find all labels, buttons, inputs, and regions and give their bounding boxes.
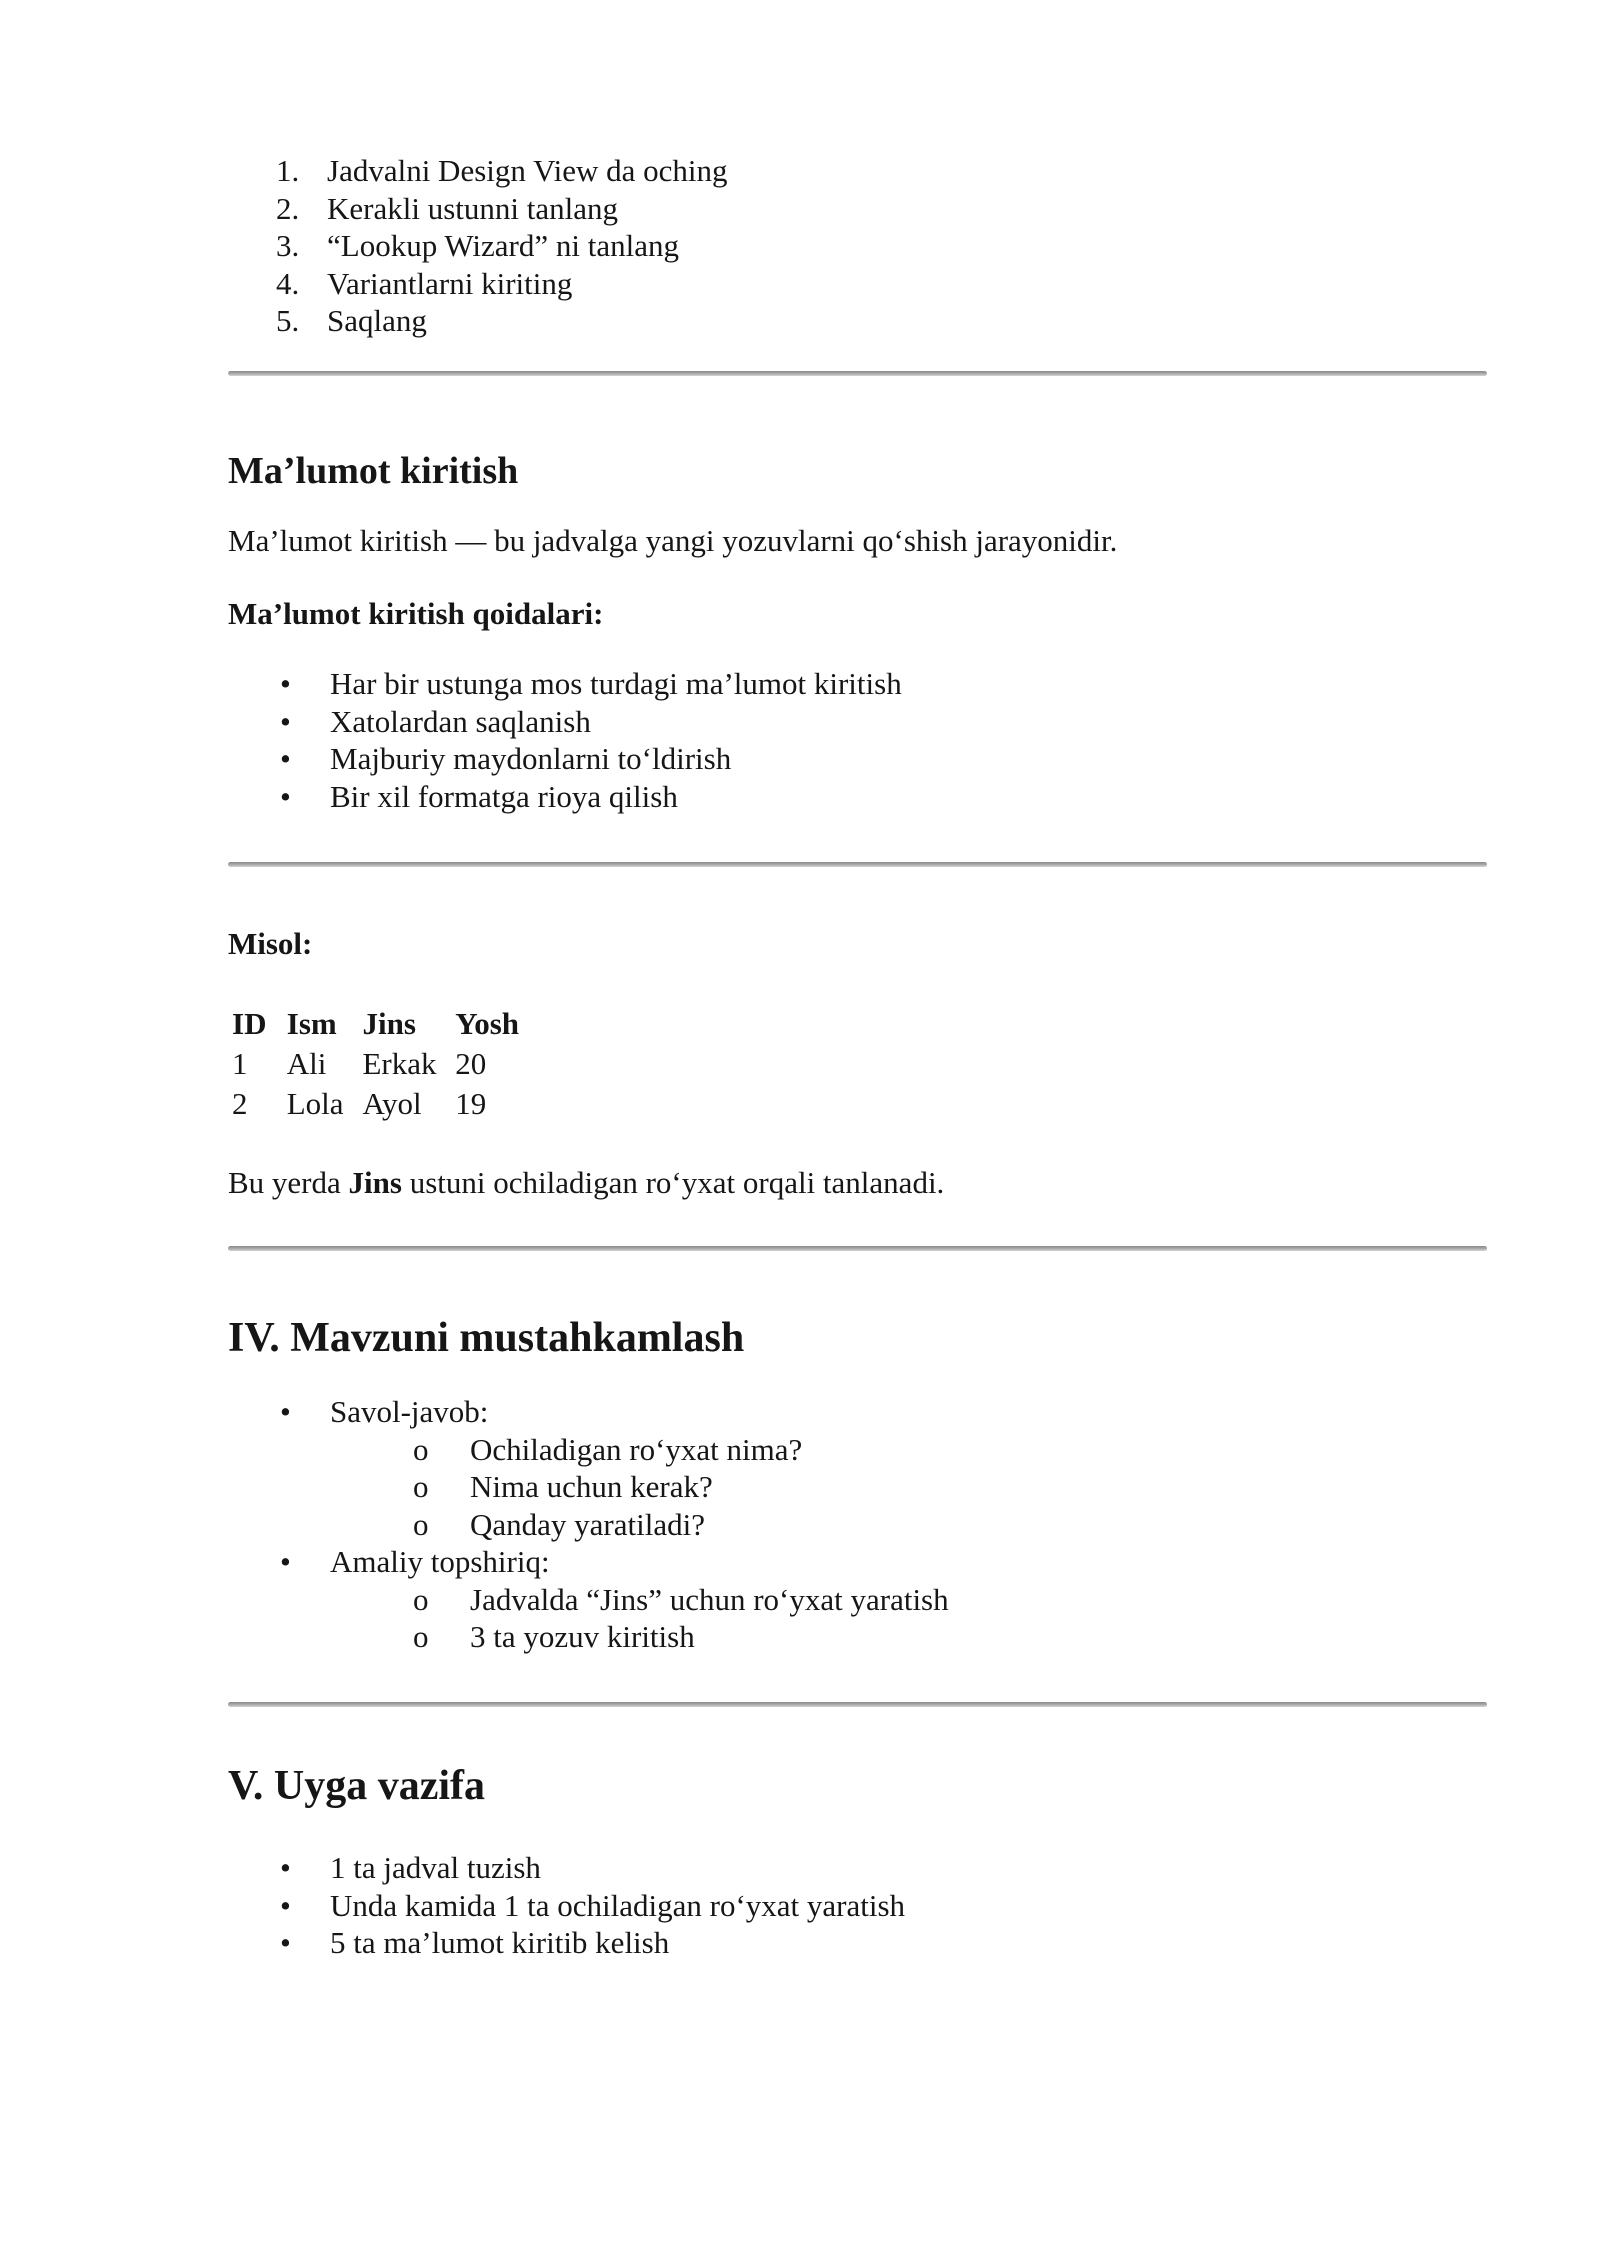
step-text: Jadvalni Design View da oching [327, 153, 728, 188]
note-suffix: ustuni ochiladigan ro‘yxat orqali tanlanadi. [401, 1165, 945, 1200]
step-item [228, 265, 1487, 303]
bullet-marker: • [280, 703, 291, 739]
table-header-cell: ID [232, 1006, 267, 1041]
rule-item [228, 703, 1487, 741]
mustahkamlash-heading: IV. Mavzuni mustahkamlash [228, 1315, 745, 1361]
table-cell: 1 [232, 1046, 248, 1081]
bullet-marker: • [280, 741, 291, 776]
sub-bullet-marker: o [413, 1431, 429, 1467]
step-text: Saqlang [327, 303, 427, 338]
topic-text: Amaliy topshiriq: [330, 1544, 550, 1579]
rule-text: Har bir ustunga mos turdagi ma’lumot kiritish [330, 666, 902, 701]
homework-list [228, 1849, 1487, 1962]
table-header-cell: Ism [286, 1006, 337, 1041]
rule-text: Bir xil formatga rioya qilish [330, 778, 678, 814]
rule-text: Majburiy maydonlarni to‘ldirish [330, 741, 732, 776]
bullet-marker: • [280, 666, 291, 701]
topic-item [228, 1543, 1487, 1581]
note-bold: Jins [348, 1165, 402, 1200]
section-divider [228, 862, 1487, 867]
topic-text: 3 ta yozuv kiritish [470, 1619, 695, 1654]
rules-list [228, 665, 1487, 815]
step-item [228, 302, 1487, 340]
bullet-marker: • [280, 1887, 291, 1923]
step-marker: 5. [276, 303, 300, 338]
section-divider [228, 1702, 1487, 1707]
step-item [228, 152, 1487, 190]
misol-heading: Misol: [228, 926, 313, 961]
misol-note [228, 1164, 1487, 1202]
homework-item [228, 1887, 1487, 1925]
table-row [228, 1044, 1487, 1084]
step-marker: 3. [276, 228, 300, 263]
bullet-marker: • [280, 1925, 291, 1960]
homework-item [228, 1849, 1487, 1887]
topic-item [228, 1393, 1487, 1431]
step-marker: 2. [276, 190, 300, 226]
table-cell: 20 [455, 1046, 487, 1081]
topic-sub-item [228, 1618, 1487, 1656]
malumot-heading: Ma’lumot kiritish [228, 450, 519, 492]
step-item [228, 190, 1487, 228]
rule-item [228, 778, 1487, 816]
rule-item [228, 665, 1487, 703]
sub-bullet-marker: o [413, 1506, 429, 1542]
homework-text: 1 ta jadval tuzish [330, 1850, 541, 1885]
table-header-row [228, 1004, 1487, 1044]
table-header-cell: Yosh [455, 1006, 520, 1041]
section-divider [228, 1246, 1487, 1251]
homework-text: Unda kamida 1 ta ochiladigan ro‘yxat yaratish [330, 1887, 906, 1923]
topic-sub-item [228, 1506, 1487, 1544]
sub-bullet-marker: o [413, 1619, 429, 1654]
table-row [228, 1084, 1487, 1124]
uyga-vazifa-heading: V. Uyga vazifa [228, 1763, 486, 1809]
homework-item [228, 1924, 1487, 1962]
sub-bullet-marker: o [413, 1581, 429, 1617]
topic-sub-item [228, 1468, 1487, 1506]
table-cell: Ayol [362, 1086, 422, 1121]
table-cell: Lola [286, 1086, 344, 1121]
bullet-marker: • [280, 1850, 291, 1885]
step-item [228, 227, 1487, 265]
step-text: “Lookup Wizard” ni tanlang [327, 228, 679, 263]
topic-sub-item [228, 1581, 1487, 1619]
bullet-marker: • [280, 1544, 291, 1579]
topic-text: Qanday yaratiladi? [470, 1506, 705, 1542]
topics-list [228, 1393, 1487, 1656]
table-cell: 19 [455, 1086, 487, 1121]
example-table [228, 1004, 1487, 1124]
topic-text: Jadvalda “Jins” uchun ro‘yxat yaratish [470, 1581, 949, 1617]
topic-text: Ochiladigan ro‘yxat nima? [470, 1431, 803, 1467]
malumot-rules-heading: Ma’lumot kiritish qoidalari: [228, 596, 604, 631]
malumot-intro: Ma’lumot kiritish — bu jadvalga yangi yozuvlarni qo‘shish jarayonidir. [228, 523, 1118, 558]
table-header-cell: Jins [362, 1006, 416, 1041]
note-prefix: Bu yerda [228, 1165, 349, 1200]
procedure-steps-list [228, 152, 1487, 340]
section-divider [228, 371, 1487, 376]
topic-text: Nima uchun kerak? [470, 1469, 713, 1504]
rule-text: Xatolardan saqlanish [330, 703, 591, 739]
table-cell: Erkak [362, 1046, 437, 1081]
step-marker: 4. [276, 265, 300, 301]
table-cell: 2 [232, 1086, 248, 1121]
step-text: Variantlarni kiriting [327, 265, 573, 301]
sub-bullet-marker: o [413, 1469, 429, 1504]
rule-item [228, 740, 1487, 778]
topic-text: Savol-javob: [330, 1394, 489, 1429]
bullet-marker: • [280, 778, 291, 814]
bullet-marker: • [280, 1394, 291, 1429]
step-text: Kerakli ustunni tanlang [327, 190, 618, 226]
topic-sub-item [228, 1431, 1487, 1469]
step-marker: 1. [276, 153, 300, 188]
table-cell: Ali [286, 1046, 327, 1081]
homework-text: 5 ta ma’lumot kiritib kelish [330, 1925, 670, 1960]
